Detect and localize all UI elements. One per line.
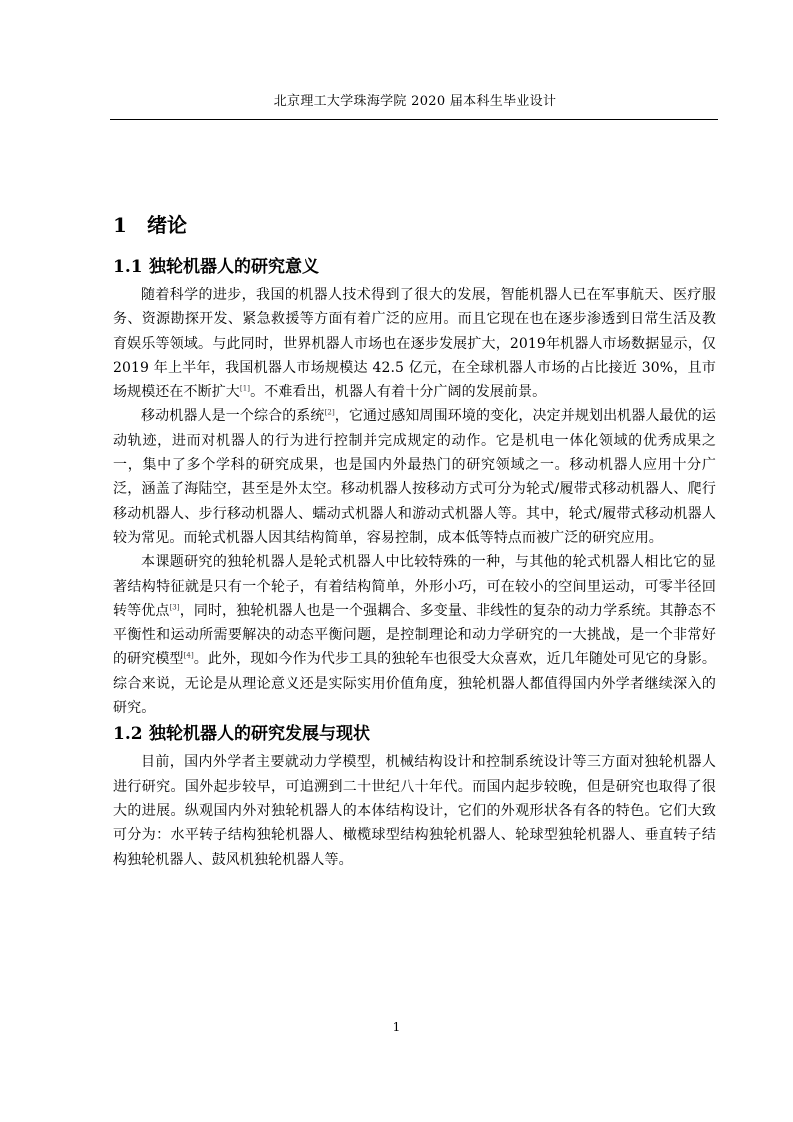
paragraph-text: 移动机器人是一个综合的系统 (141, 408, 325, 425)
chapter-title: 绪论 (147, 213, 187, 237)
section-title: 独轮机器人的研究意义 (149, 257, 319, 277)
paragraph (113, 404, 716, 550)
paragraph (113, 550, 716, 720)
citation: [1] (239, 384, 251, 393)
running-header: 北京理工大学珠海学院 2020 届本科生毕业设计 (273, 94, 557, 109)
citation: [2] (324, 408, 335, 417)
paragraph-text: ，同时，独轮机器人也是一个强耦合、多变量、非线性的复杂的动力学系统。其静态不平衡性和运动所需要解决的动态平衡问题，是控制理论和动力学研究的一大挑战，是一个非常好的研究模型 (113, 602, 716, 668)
section-heading (113, 722, 716, 746)
paragraph (113, 750, 716, 871)
paragraph-text: 目前，国内外学者主要就动力学模型，机械结构设计和控制系统设计等三方面对独轮机器人进行研究。国外起步较早，可追溯到二十世纪八十年代。而国内起步较晚，但是研究也取得了很大的进展。纵观国内外对独轮机器人的本体结构设计，它们的外观形状各有各的特色。它们大致可分为：水平转子结构独轮机器人、橄榄球型结构独轮机器人、轮球型独轮机器人、垂直转子结构独轮机器人、鼓风机独轮机器人等。 (113, 754, 716, 868)
paragraph-text: 随着科学的进步，我国的机器人技术得到了很大的发展，智能机器人已在军事航天、医疗服务、资源勘探开发、紧急救援等方面有着广泛的应用。而且它现在也在逐步渗透到日常生活及教育娱乐等领域。与此同时，世界机器人市场也在逐步发展扩大，2019年机器人市场数据显示，仅 2019 年上半年，我国机器人市场规模达 42.5 亿元，在全球机器人市场的占比接近 30%，且市场规模还在不断扩大 (113, 287, 716, 401)
citation: [4] (183, 651, 194, 660)
section-number: 1.2 (113, 724, 143, 745)
section-number: 1.1 (113, 257, 143, 277)
page-number: 1 (392, 1020, 401, 1034)
paragraph (113, 283, 716, 404)
paragraph-text: 。此外，现如今作为代步工具的独轮车也很受大众喜欢，近几年随处可见它的身影。综合来说，无论是从理论意义还是实际实用价值角度，独轮机器人都值得国内外学者继续深入的研究。 (113, 651, 717, 717)
header-rule (110, 119, 718, 120)
section-title: 独轮机器人的研究发展与现状 (149, 724, 370, 745)
paragraph-text: 本课题研究的独轮机器人是轮式机器人中比较特殊的一种，与其他的轮式机器人相比它的显著结构特征就是只有一个轮子，有着结构简单，外形小巧，可在较小的空间里运动，可零半径回转等优点 (113, 554, 716, 619)
paragraph-text: 。不难看出，机器人有着十分广阔的发展前景。 (250, 384, 547, 401)
section-heading (113, 255, 716, 279)
chapter-number: 1 (113, 213, 127, 237)
page-body (113, 212, 716, 872)
citation: [3] (169, 603, 180, 612)
chapter-heading (113, 212, 716, 238)
paragraph-text: ，它通过感知周围环境的变化，决定并规划出机器人最优的运动轨迹，进而对机器人的行为进行控制并完成规定的动作。它是机电一体化领域的优秀成果之一，集中了多个学科的研究成果，也是国内外最热门的研究领域之一。移动机器人应用十分广泛，涵盖了海陆空，甚至是外太空。移动机器人按移动方式可分为轮式/履带式移动机器人、爬行移动机器人、步行移动机器人、蠕动式机器人和游动式机器人等。其中，轮式/履带式移动机器人较为常见。而轮式机器人因其结构简单，容易控制，成本低等特点而被广泛的研究应用。 (113, 408, 716, 546)
